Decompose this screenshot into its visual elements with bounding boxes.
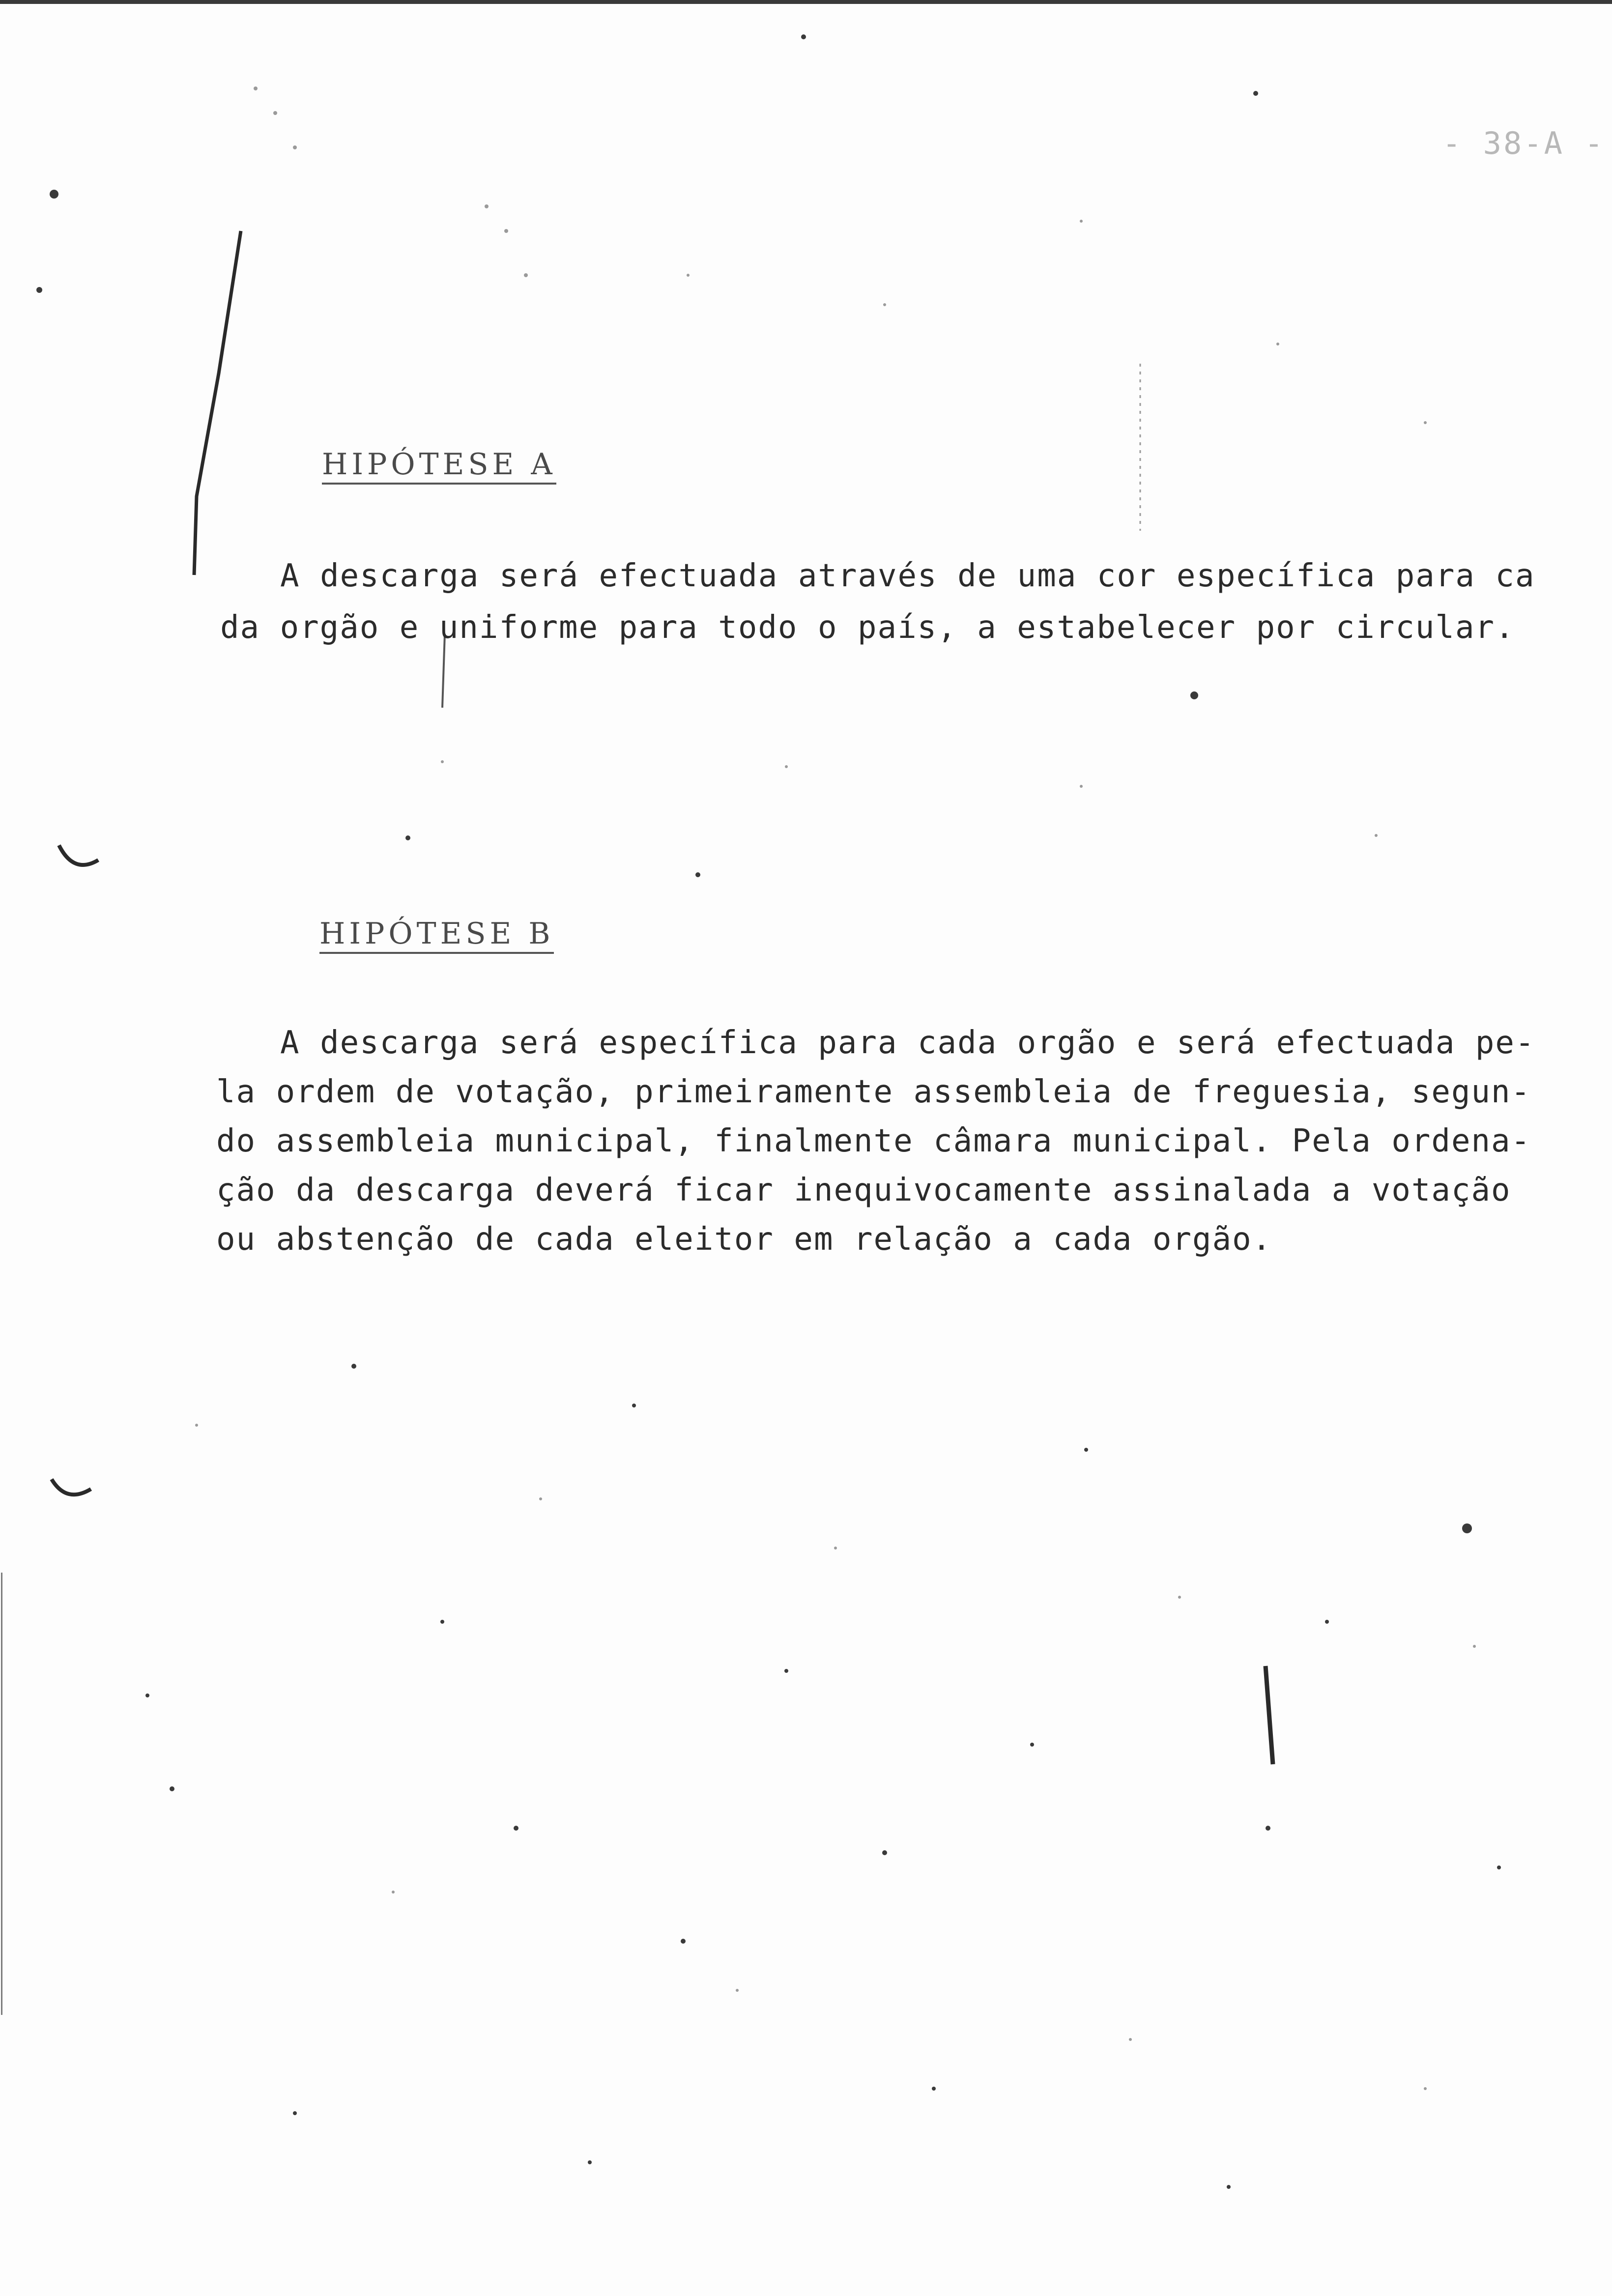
hipotese-b-line-4: ção da descarga deverá ficar inequivocamente assinalada a votação xyxy=(216,1172,1511,1208)
hipotese-a-line-1: A descarga será efectuada através de uma cor específica para ca xyxy=(280,558,1535,594)
hipotese-b-line-3: do assembleia municipal, finalmente câmara municipal. Pela ordena- xyxy=(216,1123,1531,1159)
hipotese-b-line-1: A descarga será específica para cada orgão e será efectuada pe- xyxy=(280,1025,1535,1061)
hipotese-b-line-2: la ordem de votação, primeiramente assembleia de freguesia, segun- xyxy=(216,1074,1531,1110)
heading-hipotese-b: HIPÓTESE B xyxy=(319,917,554,954)
page-number: - 38-A - xyxy=(1442,125,1605,161)
hipotese-b-line-5: ou abstenção de cada eleitor em relação a cada orgão. xyxy=(216,1221,1272,1258)
heading-hipotese-a: HIPÓTESE A xyxy=(322,447,556,485)
hipotese-a-line-2: da orgão e uniforme para todo o país, a estabelecer por circular. xyxy=(220,609,1515,646)
